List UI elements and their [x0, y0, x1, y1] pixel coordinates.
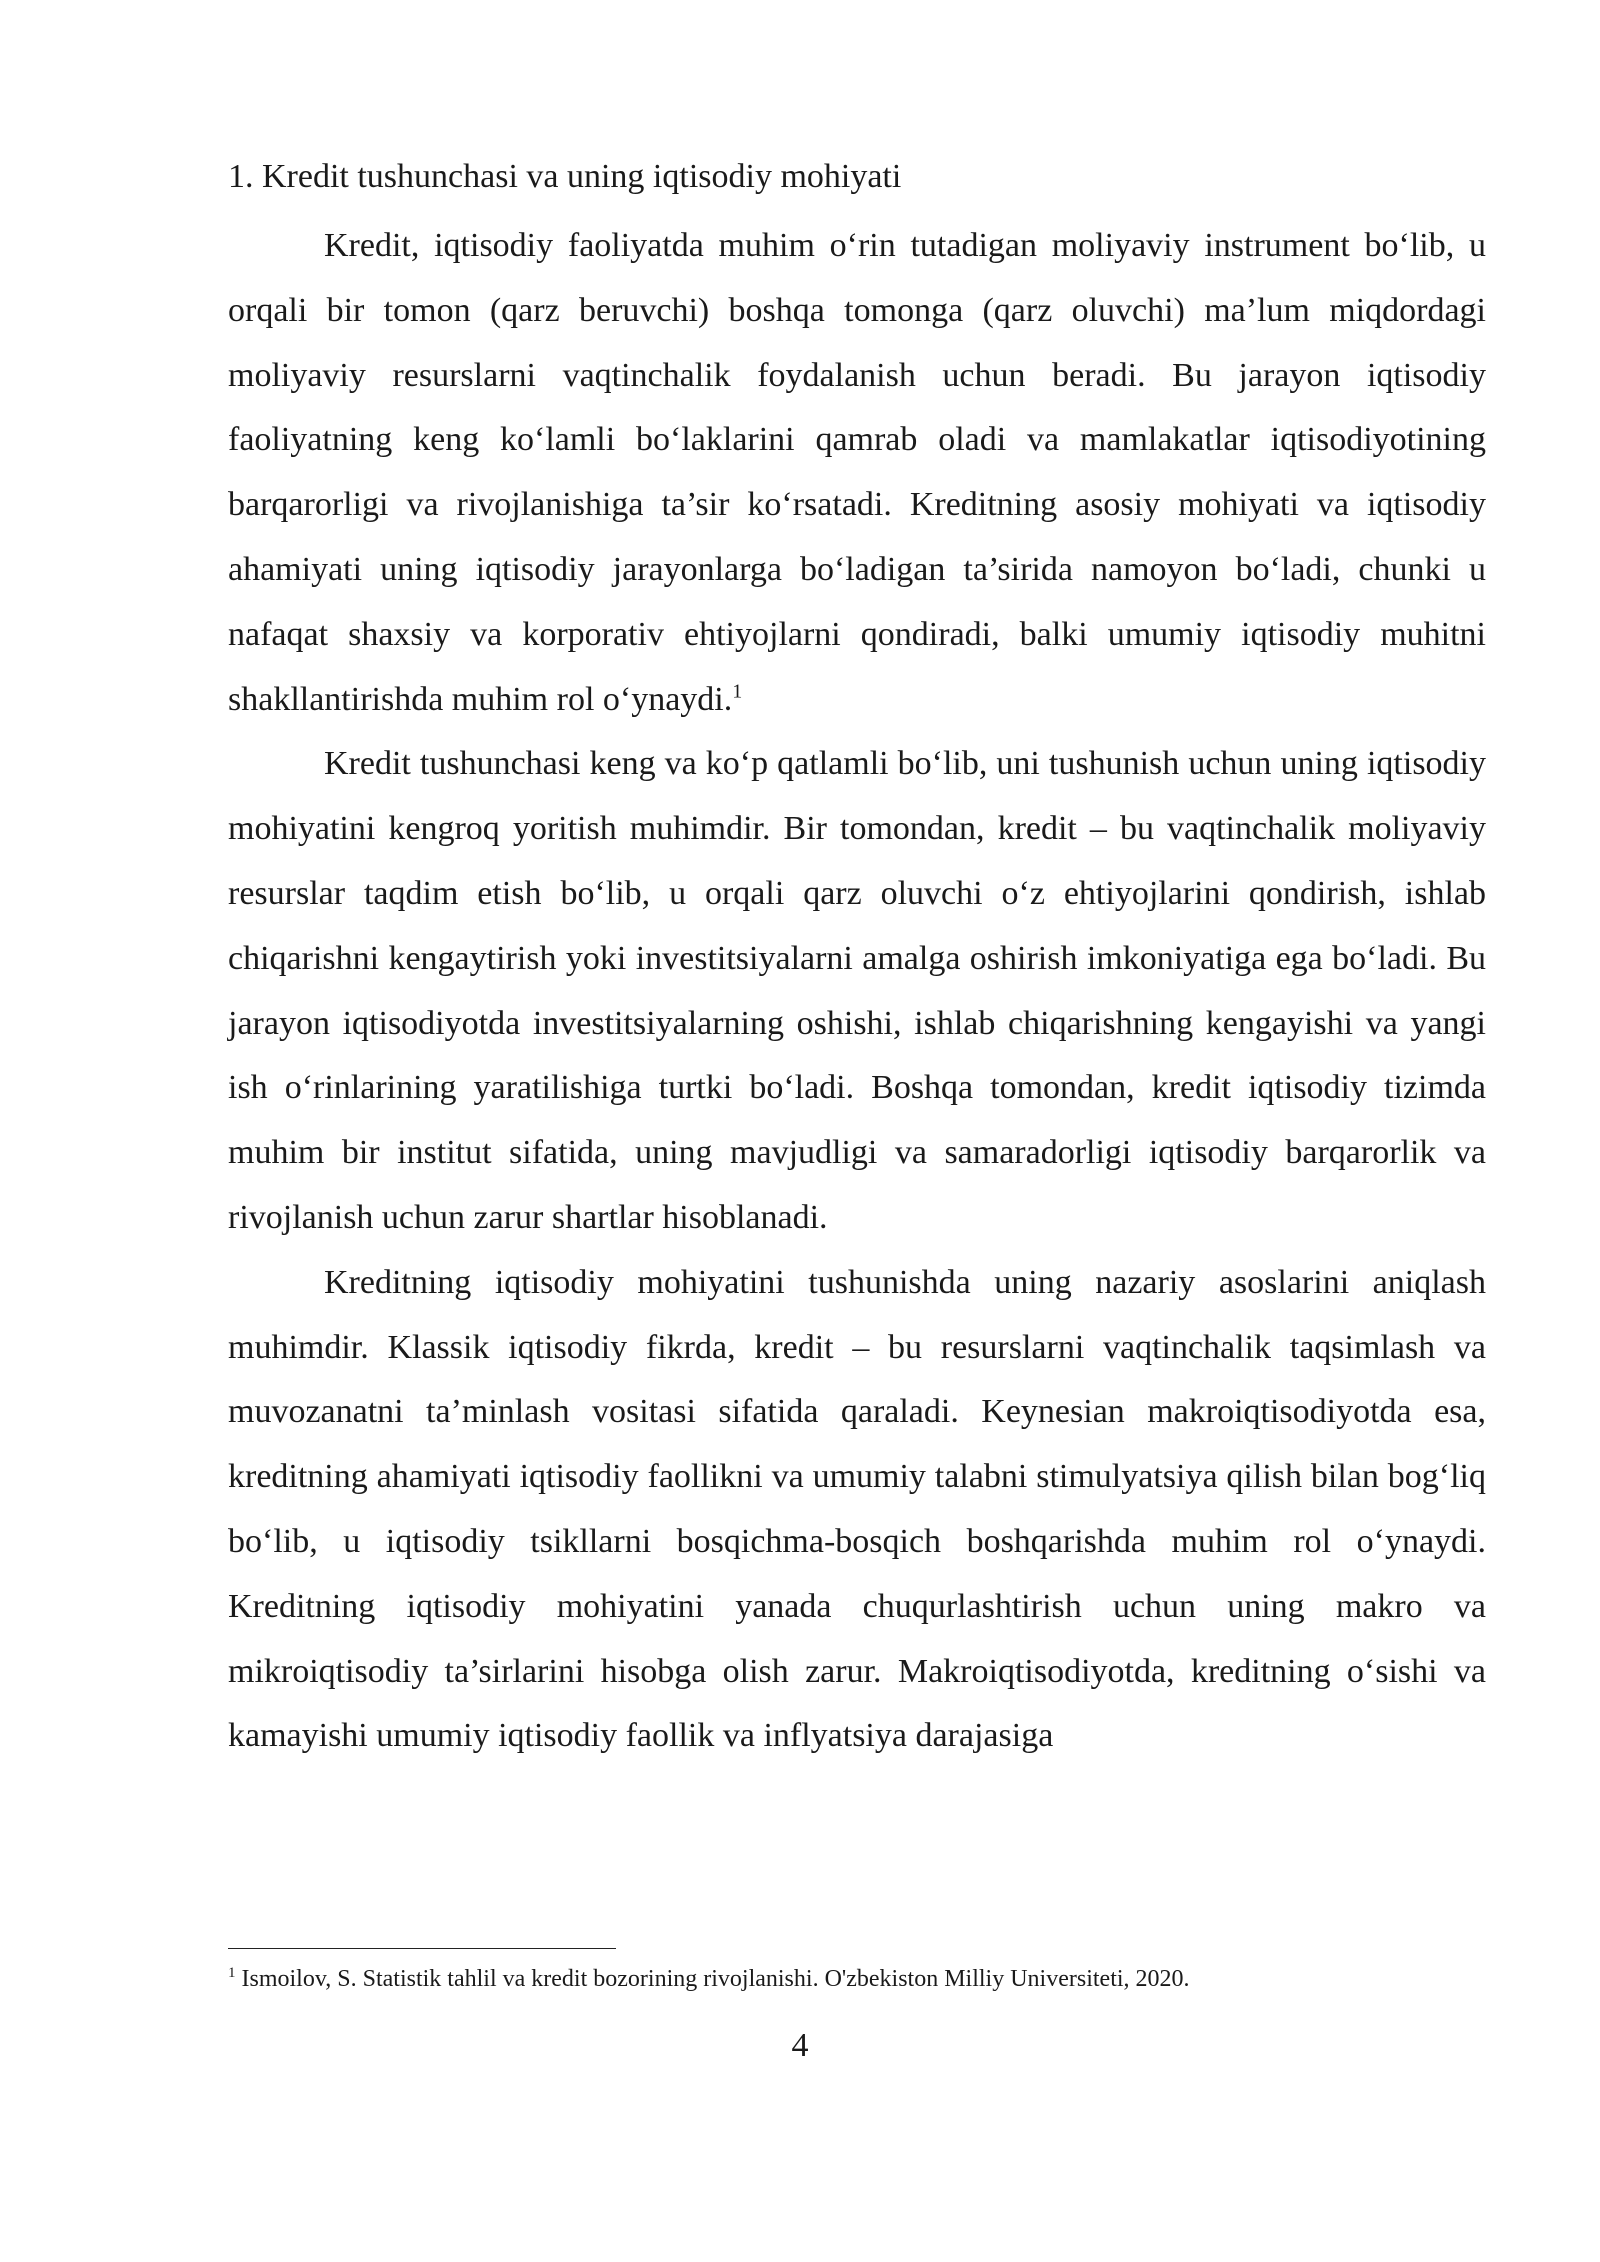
footnote-text: Ismoilov, S. Statistik tahlil va kredit bozorining rivojlanishi. O'zbekiston Milliy Universiteti, 2020.	[241, 1966, 1190, 1992]
footnote-reference[interactable]: 1	[732, 680, 743, 703]
footnote-number: 1	[228, 1965, 236, 1981]
footnote-separator	[228, 1948, 616, 1949]
paragraph-1	[228, 214, 1486, 732]
section-heading: 1. Kredit tushunchasi va uning iqtisodiy mohiyati	[228, 158, 902, 195]
page-number: 4	[791, 2027, 809, 2064]
page-body	[228, 150, 1486, 1769]
footnote	[228, 1962, 1486, 1996]
paragraph-3: Kreditning iqtisodiy mohiyatini tushunishda uning nazariy asoslarini aniqlash muhimdir. Klassik iqtisodiy fikrda, kredit – bu resurslarni vaqtinchalik taqsimlash va muvozanatni ta’minlash vositasi sifatida qaraladi. Keynesian makroiqtisodiyotda esa, kreditning ahamiyati iqtisodiy faollikni va umumiy talabni stimulyatsiya qilish bilan bog‘liq bo‘lib, u iqtisodiy tsikllarni bosqichma-bosqich boshqarishda muhim rol o‘ynaydi. Kreditning iqtisodiy mohiyatini yanada chuqurlashtirish uchun uning makro va mikroiqtisodiy ta’sirlarini hisobga olish zarur. Makroiqtisodiyotda, kreditning o‘sishi va kamayishi umumiy iqtisodiy faollik va inflyatsiya darajasiga	[228, 1263, 1486, 1755]
paragraph-1-text: Kredit, iqtisodiy faoliyatda muhim o‘rin tutadigan moliyaviy instrument bo‘lib, u orqali bir tomon (qarz beruvchi) boshqa tomonga (qarz oluvchi) ma’lum miqdordagi moliyaviy resurslarni vaqtinchalik foydalanish uchun beradi. Bu jarayon iqtisodiy faoliyatning keng ko‘lamli bo‘laklarini qamrab oladi va mamlakatlar iqtisodiyotining barqarorligi va rivojlanishiga ta’sir ko‘rsatadi. Kreditning asosiy mohiyati va iqtisodiy ahamiyati uning iqtisodiy jarayonlarga bo‘ladigan ta’sirida namoyon bo‘ladi, chunki u nafaqat shaxsiy va korporativ ehtiyojlarni qondiradi, balki umumiy iqtisodiy muhitni shakllantirishda muhim rol o‘ynaydi.	[228, 227, 1486, 718]
paragraph-2: Kredit tushunchasi keng va ko‘p qatlamli bo‘lib, uni tushunish uchun uning iqtisodiy mohiyatini kengroq yoritish muhimdir. Bir tomondan, kredit – bu vaqtinchalik moliyaviy resurslar taqdim etish bo‘lib, u orqali qarz oluvchi o‘z ehtiyojlarini qondirish, ishlab chiqarishni kengaytirish yoki investitsiyalarni amalga oshirish imkoniyatiga ega bo‘ladi. Bu jarayon iqtisodiyotda investitsiyalarning oshishi, ishlab chiqarishning kengayishi va yangi ish o‘rinlarining yaratilishiga turtki bo‘ladi. Boshqa tomondan, kredit iqtisodiy tizimda muhim bir institut sifatida, uning mavjudligi va samaradorligi iqtisodiy barqarorlik va rivojlanish uchun zarur shartlar hisoblanadi.	[228, 745, 1486, 1236]
